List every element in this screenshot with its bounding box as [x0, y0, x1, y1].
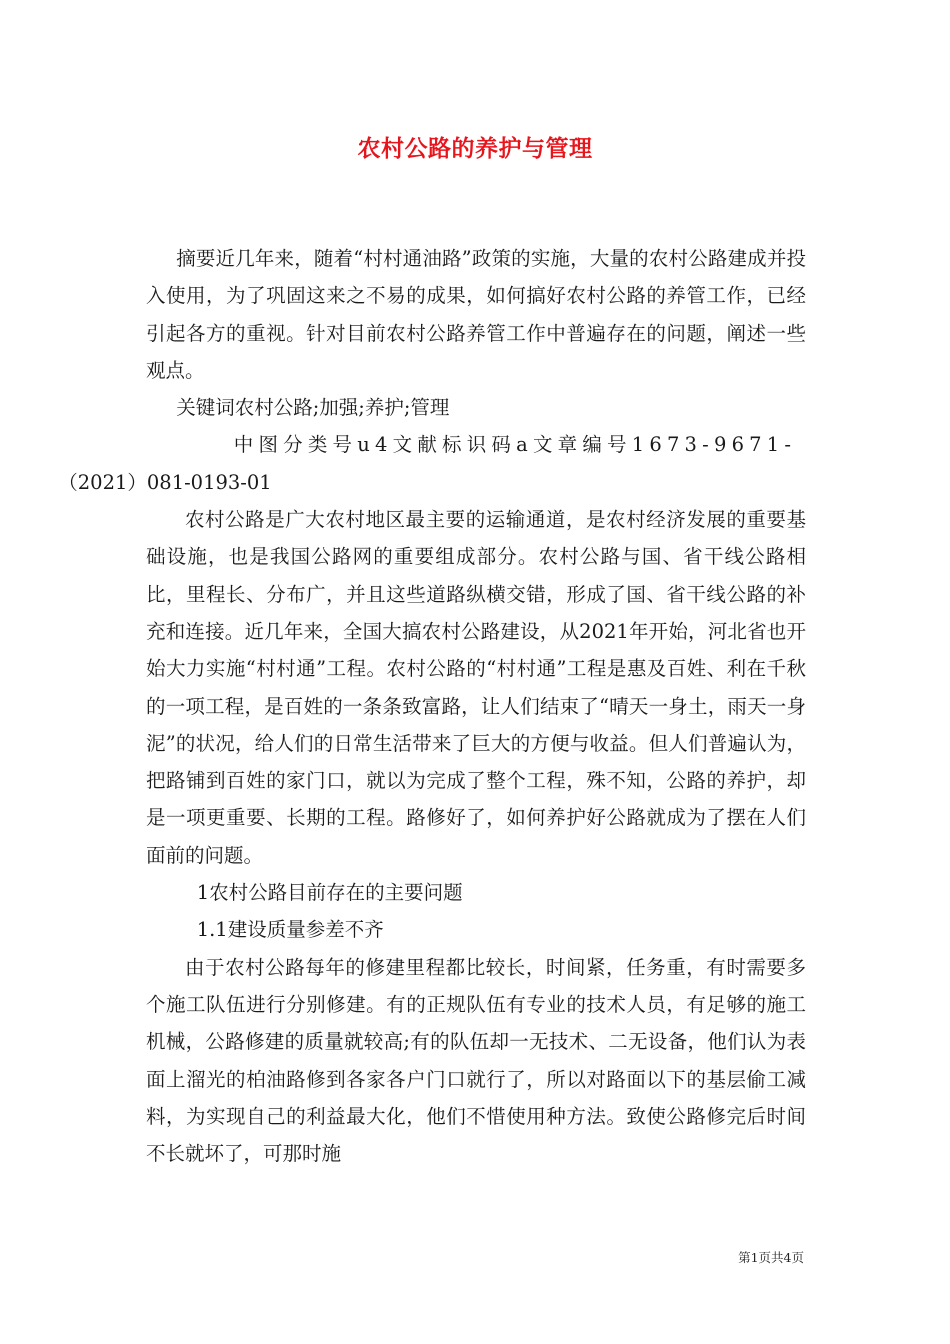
classification-paragraph — [58, 426, 806, 501]
document-title: 农村公路的养护与管理 — [357, 135, 593, 162]
page-number-footer: 第1页共4页 — [738, 1250, 804, 1265]
classification-line-1: 中图分类号u4文献标识码a文章编号1673-9671- — [233, 433, 797, 457]
keywords-line: 关键词农村公路;加强;养护;管理 — [176, 396, 450, 420]
section-1-heading: 1农村公路目前存在的主要问题 — [196, 881, 463, 905]
section-1-1-heading: 1.1建设质量参差不齐 — [196, 918, 384, 942]
section-1-1-paragraph: 由于农村公路每年的修建里程都比较长，时间紧，任务重，有时需要多个施工队伍进行分别修建。有的正规队伍有专业的技术人员，有足够的施工机械，公路修建的质量就较高;有的队伍却一无技术、二无设备，他们认为表面上溜光的柏油路修到各家各户门口就行了，所以对路面以下的基层偷工减料，为实现自己的利益最大化，他们不惜使用种方法。致使公路修完后时间不长就坏了，可那时施 — [146, 955, 806, 1166]
intro-paragraph: 农村公路是广大农村地区最主要的运输通道，是农村经济发展的重要基础设施，也是我国公路网的重要组成部分。农村公路与国、省干线公路相比，里程长、分布广，并且这些道路纵横交错，形成了国、省干线公路的补充和连接。近几年来，全国大搞农村公路建设，从2021年开始，河北省也开始大力实施“村村通”工程。农村公路的“村村通”工程是惠及百姓、利在千秋的一项工程，是百姓的一条条致富路，让人们结束了“晴天一身土，雨天一身泥”的状况，给人们的日常生活带来了巨大的方便与收益。但人们普遍认为，把路铺到百姓的家门口，就以为完成了整个工程，殊不知，公路的养护，却是一项更重要、长期的工程。路修好了，如何养护好公路就成为了摆在人们面前的问题。 — [146, 508, 806, 867]
abstract-paragraph: 摘要近几年来，随着“村村通油路”政策的实施，大量的农村公路建成并投入使用，为了巩固这来之不易的成果，如何搞好农村公路的养管工作，已经引起各方的重视。针对目前农村公路养管工作中普遍存在的问题，阐述一些观点。 — [146, 247, 806, 382]
classification-line-2: （2021）081-0193-01 — [58, 470, 272, 494]
document-body — [58, 240, 806, 1172]
